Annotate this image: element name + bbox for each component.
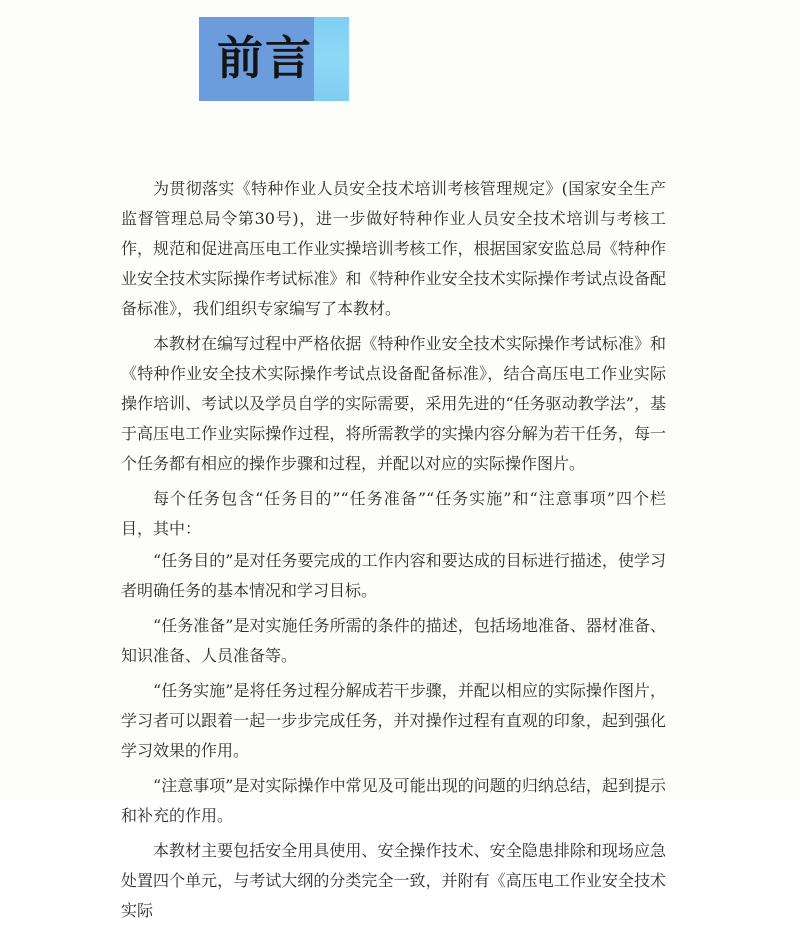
page-title: 前言	[217, 31, 313, 85]
paragraph-sections: 每个任务包含“任务目的”“任务准备”“任务实施”和“注意事项”四个栏目，其中：	[121, 489, 666, 538]
paragraph-task-goal: “任务目的”是对任务要完成的工作内容和要达成的目标进行描述，使学习者明确任务的基本情况和学习目标。	[121, 551, 666, 600]
paragraph-task-prep: “任务准备”是对实施任务所需的条件的描述，包括场地准备、器材准备、知识准备、人员准备等。	[121, 616, 666, 665]
paragraph-intro: 为贯彻落实《特种作业人员安全技术培训考核管理规定》(国家安全生产监督管理总局令第30号)，进一步做好特种作业人员安全技术培训与考核工作，规范和促进高压电工作业实操培训考核工作，根据国家安监总局《特种作业安全技术实际操作考试标准》和《特种作业安全技术实际操作考试点设备配备标准》，我们组织专家编写了本教材。	[121, 179, 666, 318]
preface-body	[121, 174, 666, 931]
title-banner-stripe	[314, 17, 349, 101]
paragraph-contents: 本教材主要包括安全用具使用、安全操作技术、安全隐患排除和现场应急处置四个单元，与考试大纲的分类完全一致，并附有《高压电工作业安全技术实际	[121, 841, 666, 920]
paragraph-task-exec: “任务实施”是将任务过程分解成若干步骤，并配以相应的实际操作图片，学习者可以跟着一起一步步完成任务，并对操作过程有直观的印象，起到强化学习效果的作用。	[121, 681, 666, 760]
paragraph-method: 本教材在编写过程中严格依据《特种作业安全技术实际操作考试标准》和《特种作业安全技术实际操作考试点设备配备标准》，结合高压电工作业实际操作培训、考试以及学员自学的实际需要，采用先进的“任务驱动教学法”，基于高压电工作业实际操作过程，将所需教学的实操内容分解为若干任务，每一个任务都有相应的操作步骤和过程，并配以对应的实际操作图片。	[121, 334, 666, 473]
title-banner	[199, 17, 349, 101]
paragraph-notes: “注意事项”是对实际操作中常见及可能出现的问题的归纳总结，起到提示和补充的作用。	[121, 776, 666, 825]
